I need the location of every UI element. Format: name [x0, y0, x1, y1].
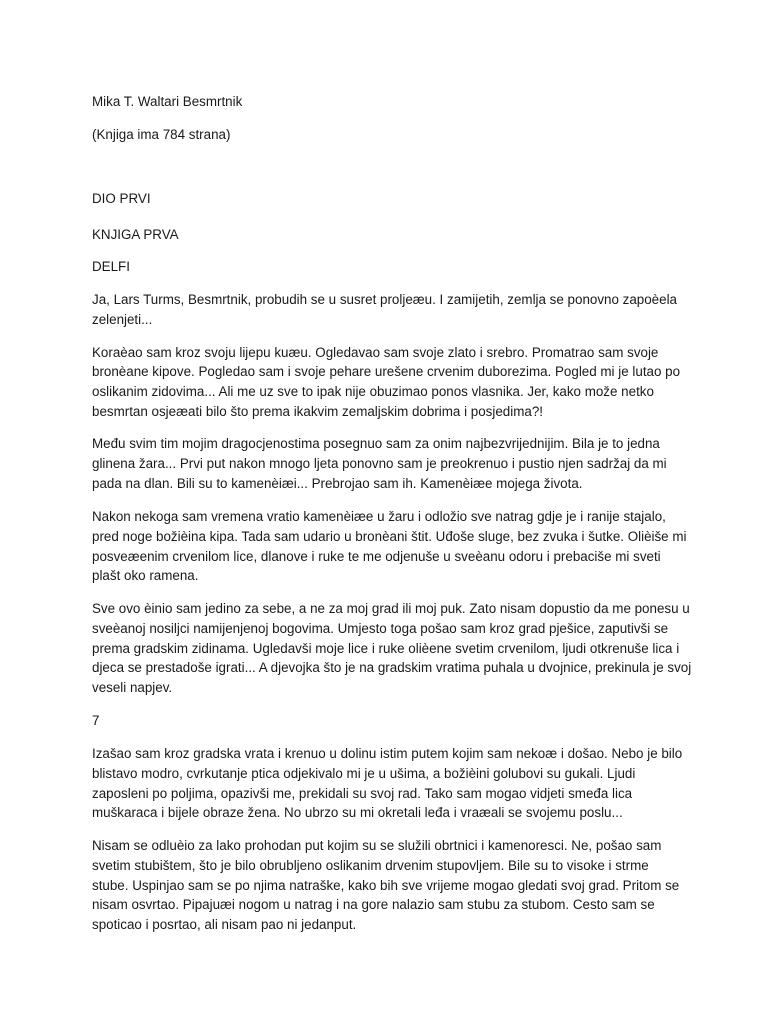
paragraph-line: pred noge božièina kipa. Tada sam udario u bronèani štit. Uđoše sluge, bez zvuka i šutke. Olièiše mi — [92, 529, 687, 544]
paragraph-line: Nisam se odluèio za lako prohodan put kojim su se služili obrtnici i kamenoresci. Ne, pošao sam — [92, 838, 662, 853]
paragraph-line: glinena žara... Prvi put nakon mnogo ljeta ponovno sam je preokrenuo i pustio njen sadržaj da mi — [92, 456, 667, 471]
paragraph-line: sveèanoj nosiljci namijenjenoj bogovima. Umjesto toga pošao sam kroz grad pješice, zaputivši se — [92, 621, 669, 636]
paragraph-line: Koraèao sam kroz svoju lijepu kuæu. Ogledavao sam svoje zlato i srebro. Promatrao sam svoje — [92, 345, 659, 360]
paragraph-line: Među svim tim mojim dragocjenostima posegnuo sam za onim najbezvrijednijim. Bila je to jedna — [92, 436, 660, 451]
paragraph-line: plašt oko ramena. — [92, 568, 199, 583]
paragraph-line: veseli napjev. — [92, 680, 173, 695]
paragraph-line: oslikanim zidovima... Ali me uz sve to ipak nije obuzimao ponos vlasnika. Jer, kako može netko — [92, 384, 654, 399]
paragraph-line: muškaraca i bijele obraze žena. No ubrzo su mi okretali leđa i vraæali se svojemu poslu... — [92, 805, 623, 820]
paragraph-line: Nakon nekoga sam vremena vratio kamenèiæe u žaru i odložio sve natrag gdje je i ranije stajalo, — [92, 509, 666, 524]
book-heading: KNJIGA PRVA — [92, 227, 179, 242]
paragraph-line: zelenjeti... — [92, 312, 153, 327]
paragraph-line: prema gradskim zidinama. Ugledavši moje lice i ruke olièene svetim crvenilom, ljudi otkrenuše lica i — [92, 641, 680, 656]
paragraph-line: svetim stubištem, što je bilo obrubljeno oslikanim drvenim stupovljem. Bile su to visoke i strme — [92, 858, 649, 873]
paragraph-line: spoticao i posrtao, ali nisam pao ni jedanput. — [92, 917, 357, 932]
paragraph-line: Sve ovo èinio sam jedino za sebe, a ne za moj grad ili moj puk. Zato nisam dopustio da me ponesu u — [92, 601, 690, 616]
page-number: 7 — [92, 713, 100, 728]
paragraph-line: nisam osvrtao. Pipajuæi nogom u natrag i na gore nalazio sam stubu za stubom. Cesto sam se — [92, 897, 655, 912]
paragraph-line: Ja, Lars Turms, Besmrtnik, probudih se u susret proljeæu. I zamijetih, zemlja se ponovno zapoèela — [92, 292, 678, 307]
paragraph-line: posveæenim crvenilom lice, dlanove i ruke te me odjenuše u sveèanu odoru i prebaciše mi sveti — [92, 549, 661, 564]
paragraph-line: besmrtan osjeæati bilo što prema ikakvim zemaljskim dobrima i posjedima?! — [92, 404, 543, 419]
paragraph-line: zaposleni po poljima, opazivši me, prekidali su svoj rad. Tako sam mogao vidjeti smeđa lica — [92, 786, 633, 801]
part-heading: DIO PRVI — [92, 191, 151, 206]
page-count-note: (Knjiga ima 784 strana) — [92, 127, 231, 142]
paragraph-line: djeca se prestadoše igrati... A djevojka što je na gradskim vratima puhala u dvojnice, prekinula je svoj — [92, 660, 692, 675]
title-line: Mika T. Waltari Besmrtnik — [92, 94, 243, 109]
paragraph-line: Izašao sam kroz gradska vrata i krenuo u dolinu istim putem kojim sam nekoæ i došao. Nebo je bilo — [92, 746, 683, 761]
paragraph-line: bronèane kipove. Pogledao sam i svoje pehare urešene crvenim duborezima. Pogled mi je lutao po — [92, 364, 681, 379]
chapter-heading: DELFI — [92, 259, 130, 274]
paragraph-line: pada na dlan. Bili su to kamenèiæi... Prebrojao sam ih. Kamenèiæe mojega života. — [92, 476, 583, 491]
paragraph-line: blistavo modro, cvrkutanje ptica odjekivalo mi je u ušima, a božièini golubovi su gukali. Ljudi — [92, 766, 636, 781]
paragraph-line: stube. Uspinjao sam se po njima natraške, kako bih sve vrijeme mogao gledati svoj grad. Pritom se — [92, 878, 680, 893]
